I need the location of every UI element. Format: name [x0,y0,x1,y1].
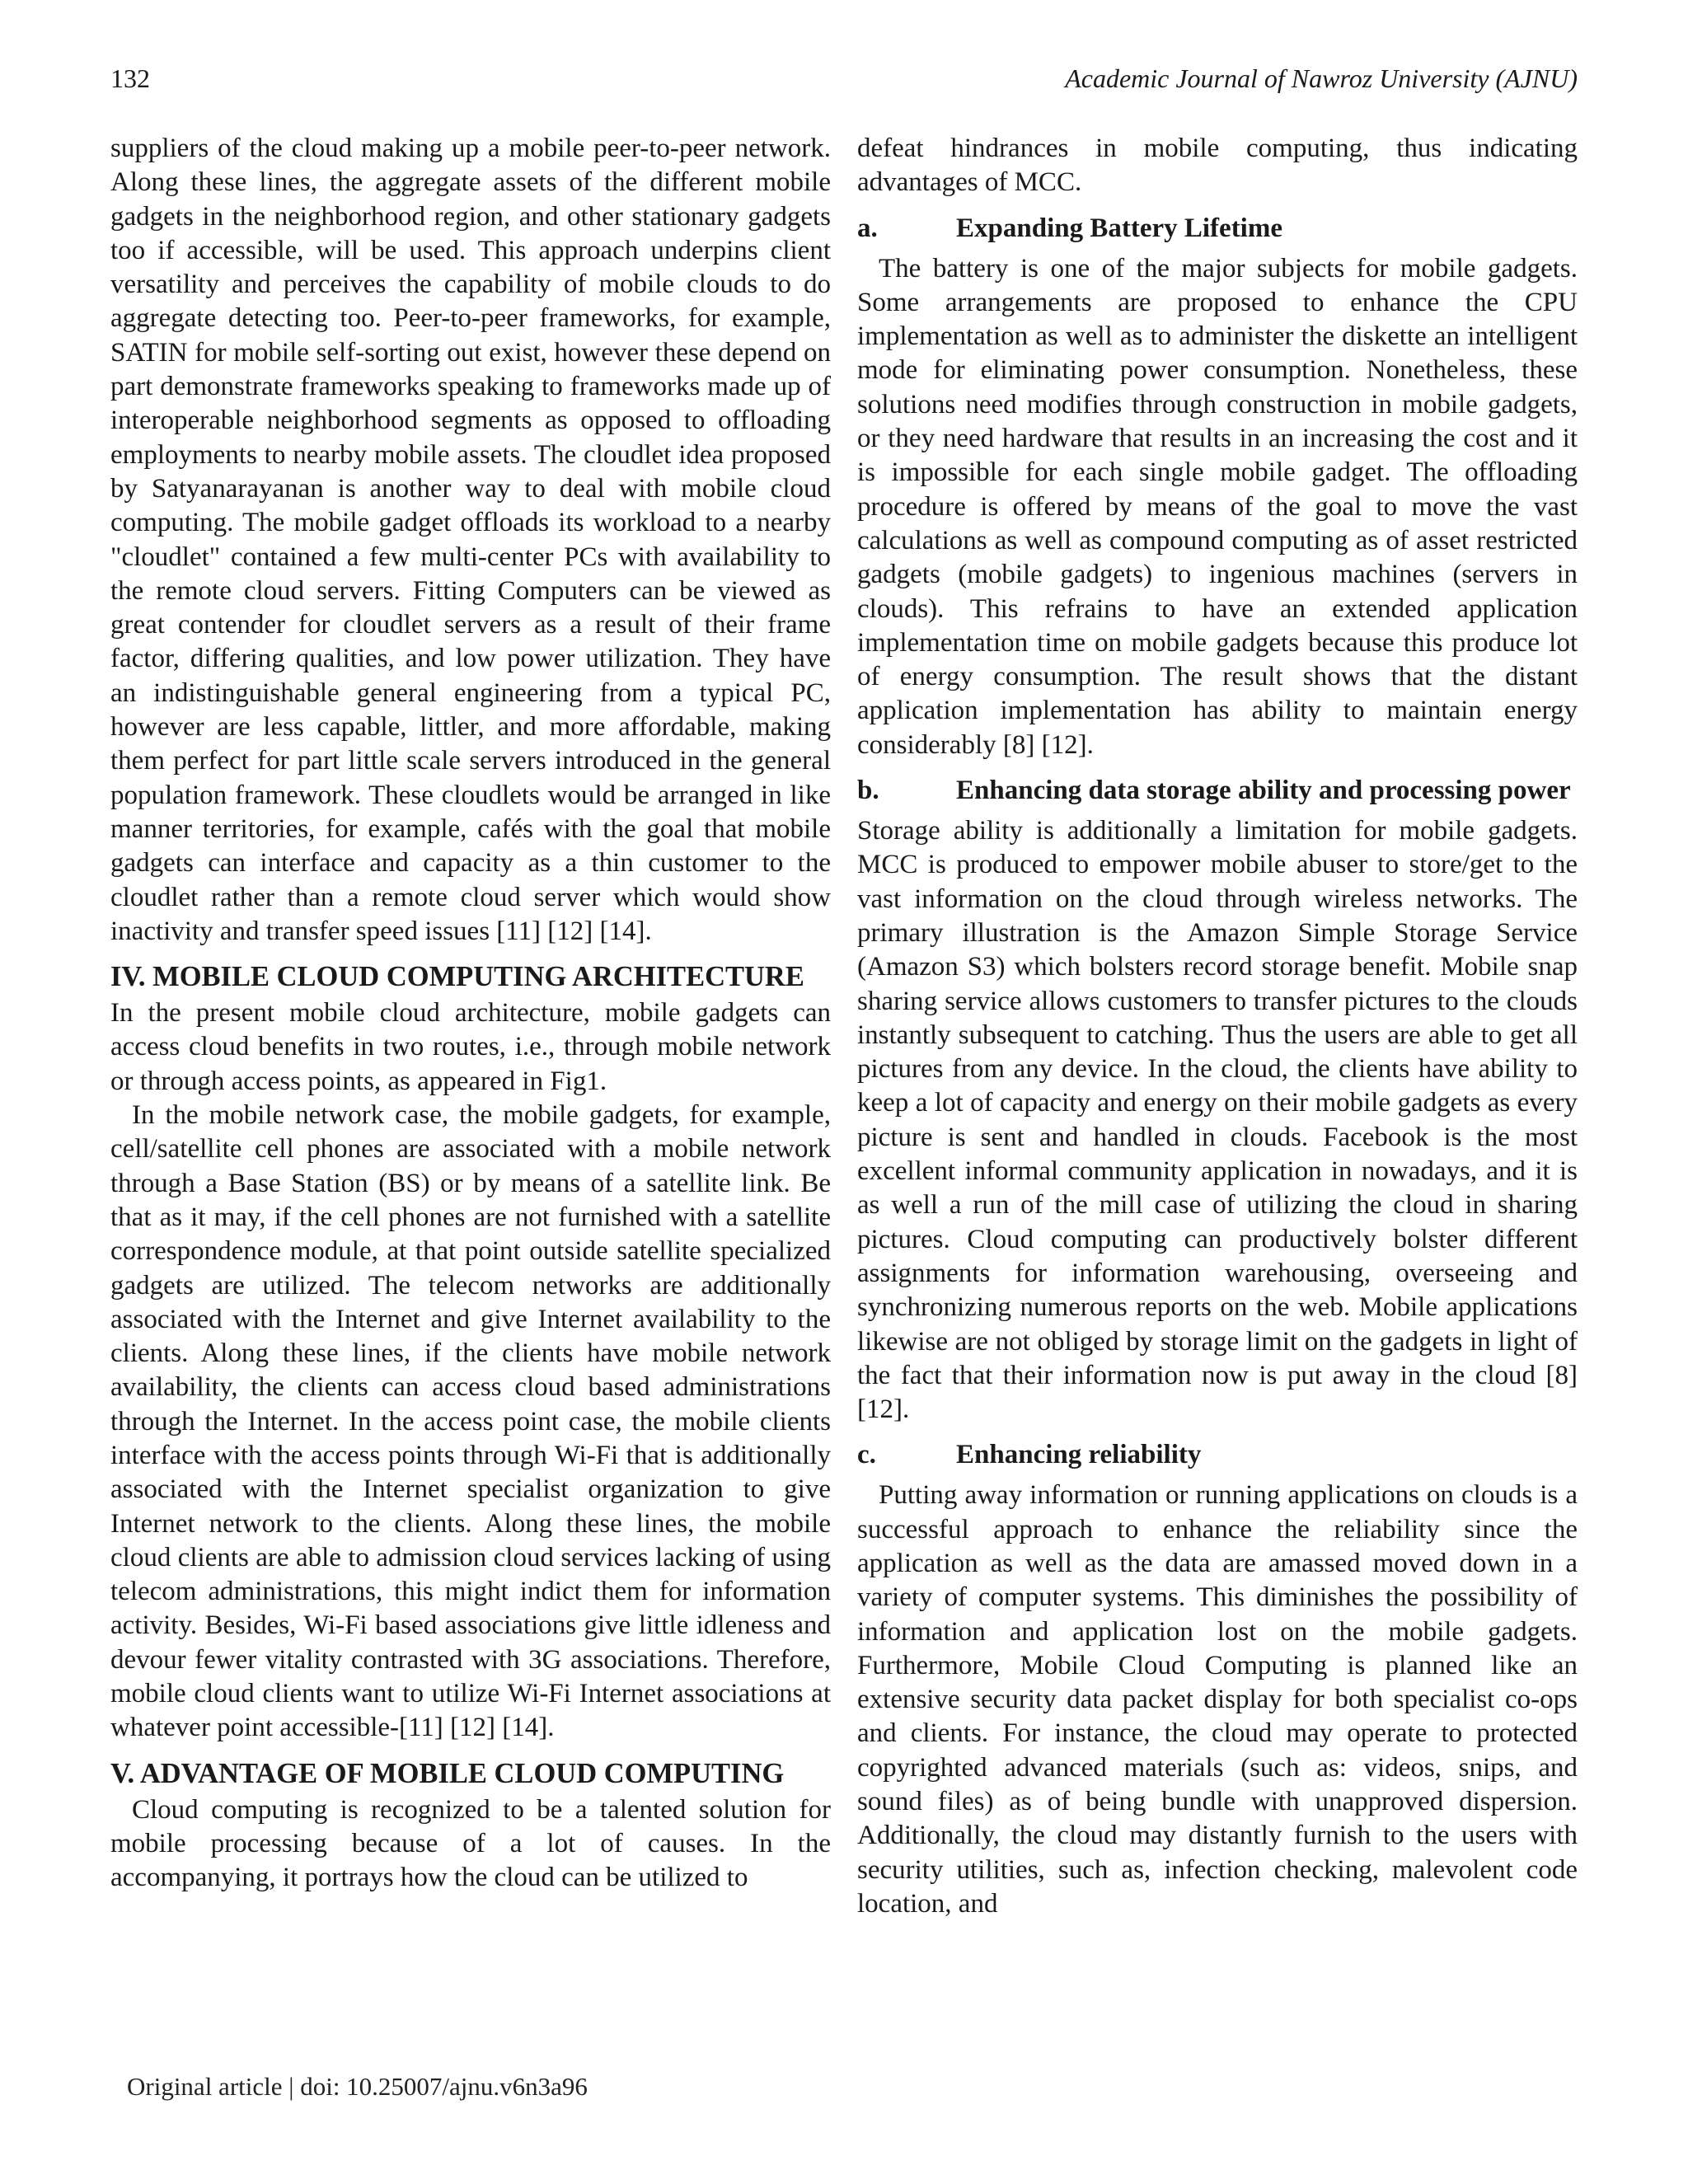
subsection-heading-a [857,212,1578,246]
body-paragraph: suppliers of the cloud making up a mobile peer-to-peer network. Along these lines, the aggregate assets of the different mobile gadgets in the neighborhood region, and other stationary gadgets too if accessible, will be used. This approach underpins client versatility and perceives the capability of mobile clouds to do aggregate detecting too. Peer-to-peer frameworks, for example, SATIN for mobile self-sorting out exist, however these depend on part demonstrate frameworks speaking to frameworks made up of interoperable neighborhood segments as opposed to offloading employments to nearby mobile assets. The cloudlet idea proposed by Satyanarayanan is another way to deal with mobile cloud computing. The mobile gadget offloads its workload to a nearby "cloudlet" contained a few multi-center PCs with availability to the remote cloud servers. Fitting Computers can be viewed as great contender for cloudlet servers as a result of their frame factor, differing qualities, and low power utilization. They have an indistinguishable general engineering from a typical PC, however are less capable, littler, and more affordable, making them perfect for part little scale servers introduced in the general population framework. These cloudlets would be arranged in like manner territories, for example, cafés with the goal that mobile gadgets can interface and capacity as a thin customer to the cloudlet rather than a remote cloud server which would show inactivity and transfer speed issues [11] [12] [14]. [110,134,831,946]
subsection-letter: b. [857,776,879,806]
body-paragraph: In the present mobile cloud architecture, mobile gadgets can access cloud benefits in two routes, i.e., through mobile network or through access points, as appeared in Fig1. [110,998,831,1096]
page-header [110,58,1578,99]
subsection-title: Enhancing data storage ability and processing power [956,776,1571,806]
subsection-letter: a. [857,213,878,243]
subsection-title: Enhancing reliability [956,1440,1202,1470]
left-column [110,132,831,1896]
body-paragraph: Putting away information or running applications on clouds is a successful approach to enhance the reliability since the application as well as the data are amassed moved down in a variety of computer systems. This diminishes the possibility of information and application lost on the mobile gadgets. Furthermore, Mobile Cloud Computing is planned like an extensive security data packet display for both specialist co-ops and clients. For instance, the cloud may operate to protected copyrighted advanced materials (such as: videos, snips, and sound files) as of being bundle with unapproved dispersion. Additionally, the cloud may distantly furnish to the users with security utilities, such as, infection checking, malevolent code location, and [857,1480,1578,1919]
section-heading-iv: IV. MOBILE CLOUD COMPUTING ARCHITECTURE [110,961,804,993]
body-paragraph: Storage ability is additionally a limitation for mobile gadgets. MCC is produced to empower mobile abuser to store/get to the vast information on the cloud through wireless networks. The primary illustration is the Amazon Simple Storage Service (Amazon S3) which bolsters record storage benefit. Mobile snap sharing service allows customers to transfer pictures to the clouds instantly subsequent to catching. Thus the users are able to get all pictures from any device. In the cloud, the clients have ability to keep a lot of capacity and energy on their mobile gadgets as every picture is sent and handled in clouds. Facebook is the most excellent informal community application in nowadays, and it is as well a run of the mill case of utilizing the cloud in sharing pictures. Cloud computing can productively bolster different assignments for information warehousing, overseeing and synchronizing numerous reports on the web. Mobile applications likewise are not obliged by storage limit on the gadgets in light of the fact that their information now is put away in the cloud [8] [12]. [857,816,1578,1425]
right-column [857,132,1578,1921]
body-paragraph: defeat hindrances in mobile computing, thus indicating advantages of MCC. [857,134,1578,198]
subsection-letter: c. [857,1440,876,1470]
body-paragraph: The battery is one of the major subjects for mobile gadgets. Some arrangements are proposed to enhance the CPU implementation as well as to administer the diskette an intelligent mode for eliminating power consumption. Nonetheless, these solutions need modifies through construction in mobile gadgets, or they need hardware that results in an increasing the cost and it is impossible for each single mobile gadget. The offloading procedure is offered by means of the goal to move the vast calculations as well as compound computing as of asset restricted gadgets (mobile gadgets) to ingenious machines (servers in clouds). This refrains to have an extended application implementation time on mobile gadgets because this produce lot of energy consumption. The result shows that the distant application implementation has ability to maintain energy considerably [8] [12]. [857,253,1578,760]
subsection-heading-b [857,774,1578,808]
journal-title: Academic Journal of Nawroz University (AJNU) [1065,63,1578,93]
page-footer: Original article | doi: 10.25007/ajnu.v6n3a96 [127,2072,588,2101]
body-paragraph: Cloud computing is recognized to be a talented solution for mobile processing because of a lot of causes. In the accompanying, it portrays how the cloud can be utilized to [110,1794,831,1893]
subsection-title: Expanding Battery Lifetime [956,213,1282,243]
subsection-heading-c [857,1438,1578,1472]
body-paragraph: In the mobile network case, the mobile gadgets, for example, cell/satellite cell phones are associated with a mobile network through a Base Station (BS) or by means of a satellite link. Be that as it may, if the cell phones are not furnished with a satellite correspondence module, at that point outside satellite specialized gadgets are utilized. The telecom networks are additionally associated with the Internet and give Internet availability to the clients. Along these lines, if the clients have mobile network availability, the clients can access cloud based administrations through the Internet. In the access point case, the mobile clients interface with the access points through Wi-Fi that is additionally associated with the Internet specialist organization to give Internet network to the clients. Along these lines, the mobile cloud clients are able to admission cloud services lacking of using telecom administrations, this might indict them for information activity. Besides, Wi-Fi based associations give little idleness and devour fewer vitality contrasted with 3G associations. Therefore, mobile cloud clients want to utilize Wi-Fi Internet associations at whatever point accessible-[11] [12] [14]. [110,1100,831,1743]
section-heading-v: V. ADVANTAGE OF MOBILE CLOUD COMPUTING [110,1757,785,1789]
page-number: 132 [110,63,150,93]
